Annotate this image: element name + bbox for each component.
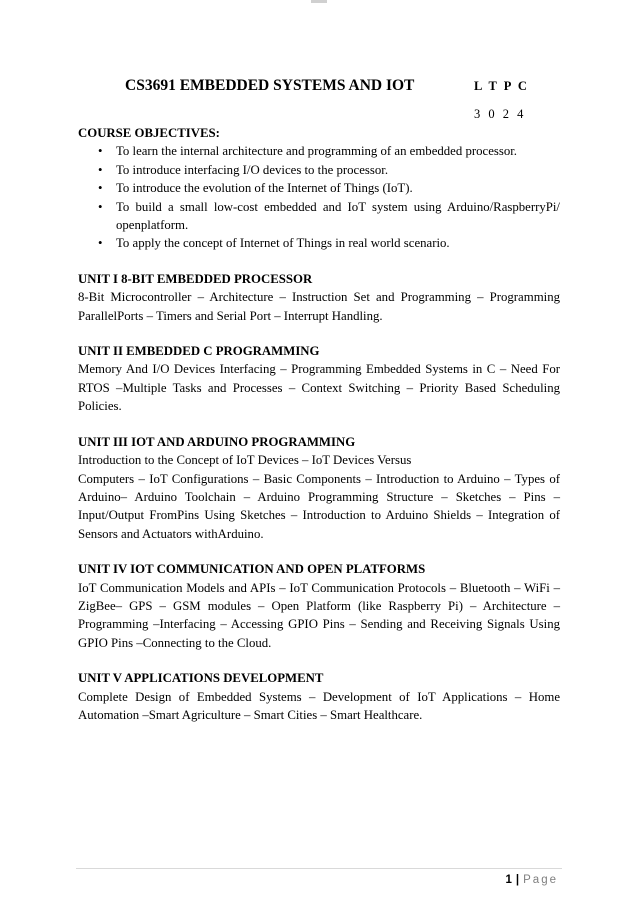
page-number: 1 — [505, 874, 512, 886]
course-header — [0, 77, 638, 123]
unit-heading: UNIT IV IOT COMMUNICATION AND OPEN PLATFORMS — [78, 562, 426, 577]
unit-heading: UNIT I 8-BIT EMBEDDED PROCESSOR — [78, 271, 313, 286]
bullet-icon: • — [98, 181, 103, 196]
objective-text: To apply the concept of Internet of Things in real world scenario. — [116, 236, 450, 251]
unit-body: Complete Design of Embedded Systems – Development of IoT Applications – Home Automation –Smart Agriculture – Smart Cities – Smart Healthcare. — [78, 689, 560, 722]
bullet-icon: • — [98, 162, 103, 177]
footer-separator: | — [515, 874, 520, 886]
page-top-mark — [311, 0, 327, 3]
page-label: Page — [523, 874, 558, 886]
objective-text: To learn the internal architecture and programming of an embedded processor. — [116, 144, 517, 159]
unit-body: Computers – IoT Configurations – Basic Components – Introduction to Arduino – Types of Arduino– Arduino Toolchain – Arduino Programming Structure – Sketches – Pins – Input/Output FromPins Using Sketches – Introduction to Arduino Shields – Integration of Sensors and Actuators withArduino. — [78, 471, 560, 541]
unit-body: IoT Communication Models and APIs – IoT Communication Protocols – Bluetooth – WiFi – ZigBee– GPS – GSM modules – Open Platform (like Raspberry Pi) – Architecture – Programming –Interfacing – Accessing GPIO Pins – Sending and Receiving Signals Using GPIO Pins –Connecting to the Cloud. — [78, 580, 560, 650]
objective-item — [78, 198, 560, 235]
unit-5 — [78, 669, 560, 724]
unit-1 — [78, 270, 560, 325]
ltpc-label: L T P C — [474, 79, 529, 93]
objectives-heading: COURSE OBJECTIVES: — [78, 126, 220, 140]
syllabus-content — [78, 124, 560, 724]
objective-item — [78, 234, 560, 252]
unit-body: 8-Bit Microcontroller – Architecture – Instruction Set and Programming – Programming ParallelPorts – Timers and Serial Port – Interrupt Handling. — [78, 290, 560, 323]
ltpc-values: 3 0 2 4 — [474, 107, 526, 121]
objective-text: To introduce the evolution of the Internet of Things (IoT). — [116, 181, 413, 196]
unit-intro-line: Introduction to the Concept of IoT Devices – IoT Devices Versus — [78, 453, 412, 468]
objective-item — [78, 161, 560, 179]
objectives-list — [78, 142, 560, 252]
bullet-icon: • — [98, 236, 103, 251]
footer-divider — [76, 868, 562, 869]
objective-item — [78, 179, 560, 197]
unit-2 — [78, 342, 560, 416]
objective-text: To introduce interfacing I/O devices to the processor. — [116, 162, 389, 177]
page-footer — [506, 874, 558, 886]
unit-4 — [78, 560, 560, 652]
bullet-icon: • — [98, 199, 103, 214]
course-title: CS3691 EMBEDDED SYSTEMS AND IOT — [125, 77, 415, 94]
unit-body: Memory And I/O Devices Interfacing – Programming Embedded Systems in C – Need For RTOS –Multiple Tasks and Processes – Context Switching – Priority Based Scheduling Policies. — [78, 362, 560, 414]
bullet-icon: • — [98, 144, 103, 159]
unit-heading: UNIT V APPLICATIONS DEVELOPMENT — [78, 671, 324, 686]
objective-item — [78, 142, 560, 160]
objectives-section — [78, 124, 560, 253]
objective-text: To build a small low-cost embedded and IoT system using Arduino/RaspberryPi/ openplatform. — [116, 199, 560, 233]
unit-heading: UNIT III IOT AND ARDUINO PROGRAMMING — [78, 434, 356, 449]
unit-3 — [78, 433, 560, 543]
unit-heading: UNIT II EMBEDDED C PROGRAMMING — [78, 344, 320, 359]
